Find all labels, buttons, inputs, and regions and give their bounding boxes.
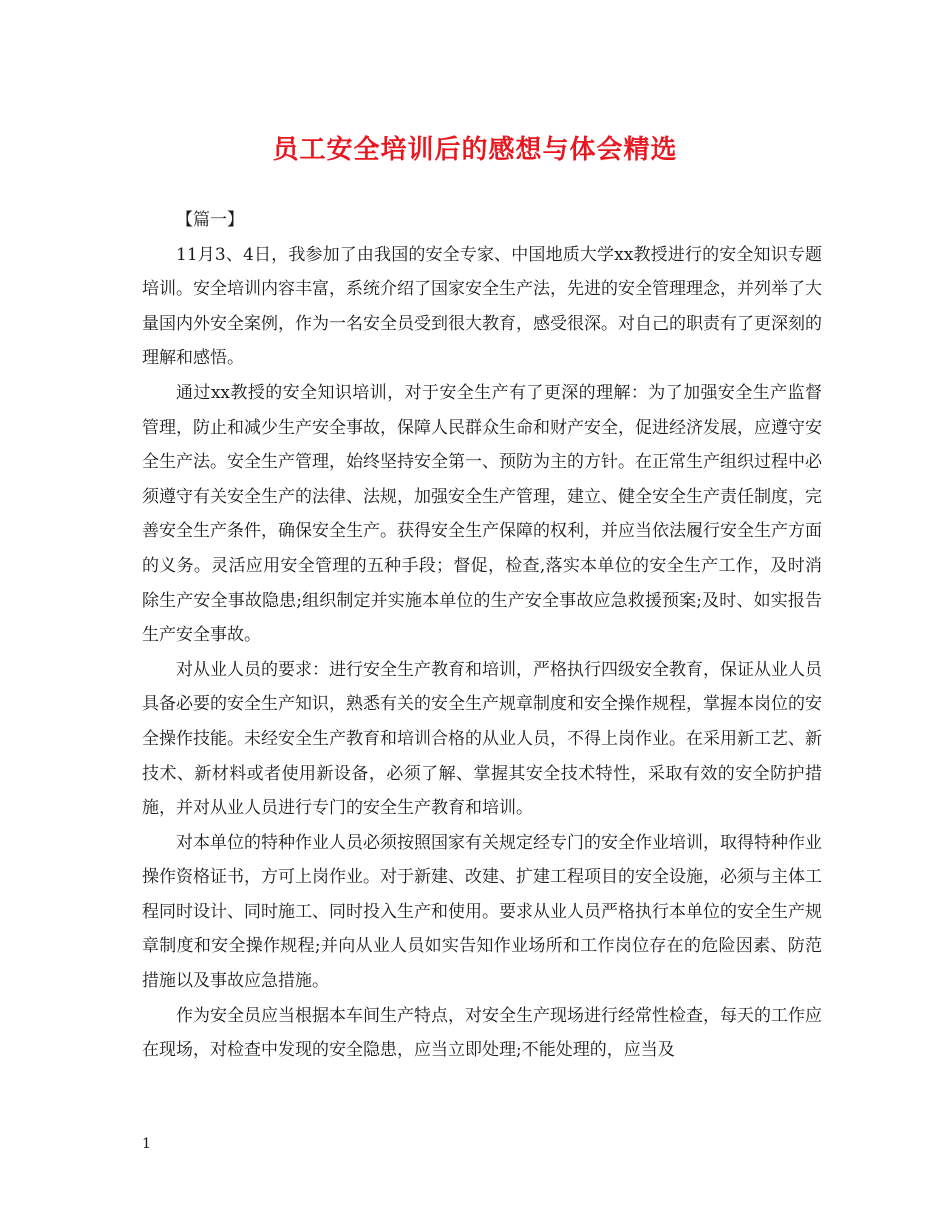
paragraph-2: 通过xx教授的安全知识培训，对于安全生产有了更深的理解：为了加强安全生产监督管理，防止和减少生产安全事故，保障人民群众生命和财产安全，促进经济发展，应遵守安全生产法。安全生产管理，始终坚持安全第一、预防为主的方针。在正常生产组织过程中必须遵守有关安全生产的法律、法规，加强安全生产管理，建立、健全安全生产责任制度，完善安全生产条件，确保安全生产。获得安全生产保障的权利，并应当依法履行安全生产方面的义务。灵活应用安全管理的五种手段；督促，检查,落实本单位的安全生产工作，及时消除生产安全事故隐患;组织制定并实施本单位的生产安全事故应急救援预案;及时、如实报告生产安全事故。 — [142, 382, 822, 646]
paragraph-4: 对本单位的特种作业人员必须按照国家有关规定经专门的安全作业培训，取得特种作业操作资格证书，方可上岗作业。对于新建、改建、扩建工程项目的安全设施，必须与主体工程同时设计、同时施工、同时投入生产和使用。要求从业人员严格执行本单位的安全生产规章制度和安全操作规程;并向从业人员如实告知作业场所和工作岗位存在的危险因素、防范措施以及事故应急措施。 — [142, 832, 822, 992]
paragraph-3: 对从业人员的要求：进行安全生产教育和培训，严格执行四级安全教育，保证从业人员具备必要的安全生产知识，熟悉有关的安全生产规章制度和安全操作规程，掌握本岗位的安全操作技能。未经安全生产教育和培训合格的从业人员，不得上岗作业。在采用新工艺、新技术、新材料或者使用新设备，必须了解、掌握其安全技术特性，采取有效的安全防护措施，并对从业人员进行专门的安全生产教育和培训。 — [142, 659, 822, 819]
document-title: 员工安全培训后的感想与体会精选 — [272, 135, 678, 165]
document-body — [142, 203, 822, 1068]
section-heading: 【篇一】 — [176, 210, 244, 230]
paragraph-5: 作为安全员应当根据本车间生产特点，对安全生产现场进行经常性检查，每天的工作应在现场，对检查中发现的安全隐患，应当立即处理;不能处理的，应当及 — [142, 1005, 822, 1061]
page-number: 1 — [142, 1136, 151, 1152]
paragraph-1: 11月3、4日，我参加了由我国的安全专家、中国地质大学xx教授进行的安全知识专题培训。安全培训内容丰富，系统介绍了国家安全生产法，先进的安全管理理念，并列举了大量国内外安全案例，作为一名安全员受到很大教育，感受很深。对自己的职责有了更深刻的理解和感悟。 — [142, 244, 822, 369]
